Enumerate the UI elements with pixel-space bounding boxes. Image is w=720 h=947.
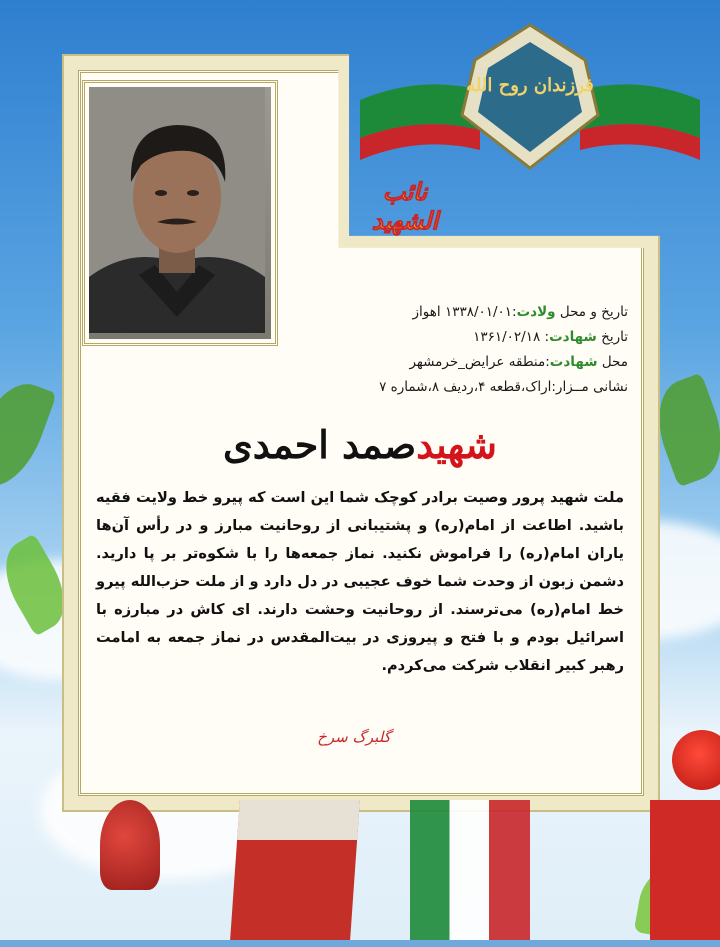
martyrdom-place-line <box>298 350 628 375</box>
birth-label: تاریخ و محل <box>555 304 628 320</box>
martyrdom-place-accent: شهادت <box>549 354 598 370</box>
birth-line <box>298 300 628 325</box>
martyrdom-place-value: :منطقه عرایض_خرمشهر <box>409 354 550 370</box>
grave-line <box>298 375 628 400</box>
martyrdom-date-label: تاریخ <box>596 329 628 345</box>
iran-flag <box>410 800 530 940</box>
portrait-photo <box>89 87 271 339</box>
martyrdom-date-accent: شهادت <box>549 329 597 345</box>
martyrdom-date-line <box>298 325 628 350</box>
signature-logo <box>314 728 394 764</box>
martyrdom-date-value: : ۱۳۶۱/۰۲/۱۸ <box>473 329 550 345</box>
birth-accent: ولادت <box>516 304 556 320</box>
martyr-name-title <box>100 422 620 467</box>
portrait-frame <box>82 80 278 346</box>
red-banner <box>650 800 720 940</box>
grave-value: :اراک،قطعه ۴،ردیف ۸،شماره ۷ <box>379 379 556 395</box>
subtitle-emblem <box>355 165 455 235</box>
calligraphy-text: فرزندان روح الله <box>466 75 594 96</box>
memorial-box <box>230 800 360 940</box>
subtitle-text: نائب الشهید <box>371 177 439 235</box>
martyr-info <box>298 300 628 400</box>
will-text: ملت شهید پرور وصیت برادر کوچک شما این است که پیرو خط ولایت فقیه باشید. اطاعت از امام(ره) و پشتیبانی از روحانیت مبارز و در رأس آن‌ها یاران امام(ره) را فراموش نکنید. نماز جمعه‌ها را با شکوه‌تر بر پا دارید. دشمن زبون از وحدت شما خوف عجیبی در دل دارد و از ملت حزب‌الله پیرو خط امام(ره) می‌ترسند. از روحانیت وحشت دارند. ای کاش در مبارزه با اسرائیل بودم و با فتح و پیروزی در بیت‌المقدس در نماز جمعه به امامت رهبر کبیر انقلاب شرکت می‌کردم. <box>96 489 624 674</box>
grave-label: نشانی مــزار <box>555 379 628 395</box>
title-name: صمد احمدی <box>223 422 417 467</box>
birth-value: :۱۳۳۸/۰۱/۰۱ اهواز <box>412 304 517 320</box>
signature-text: گلبرگ سرخ <box>317 728 391 746</box>
title-prefix: شهید <box>416 422 497 467</box>
dome-decoration <box>100 800 160 890</box>
martyrdom-place-label: محل <box>597 354 628 370</box>
